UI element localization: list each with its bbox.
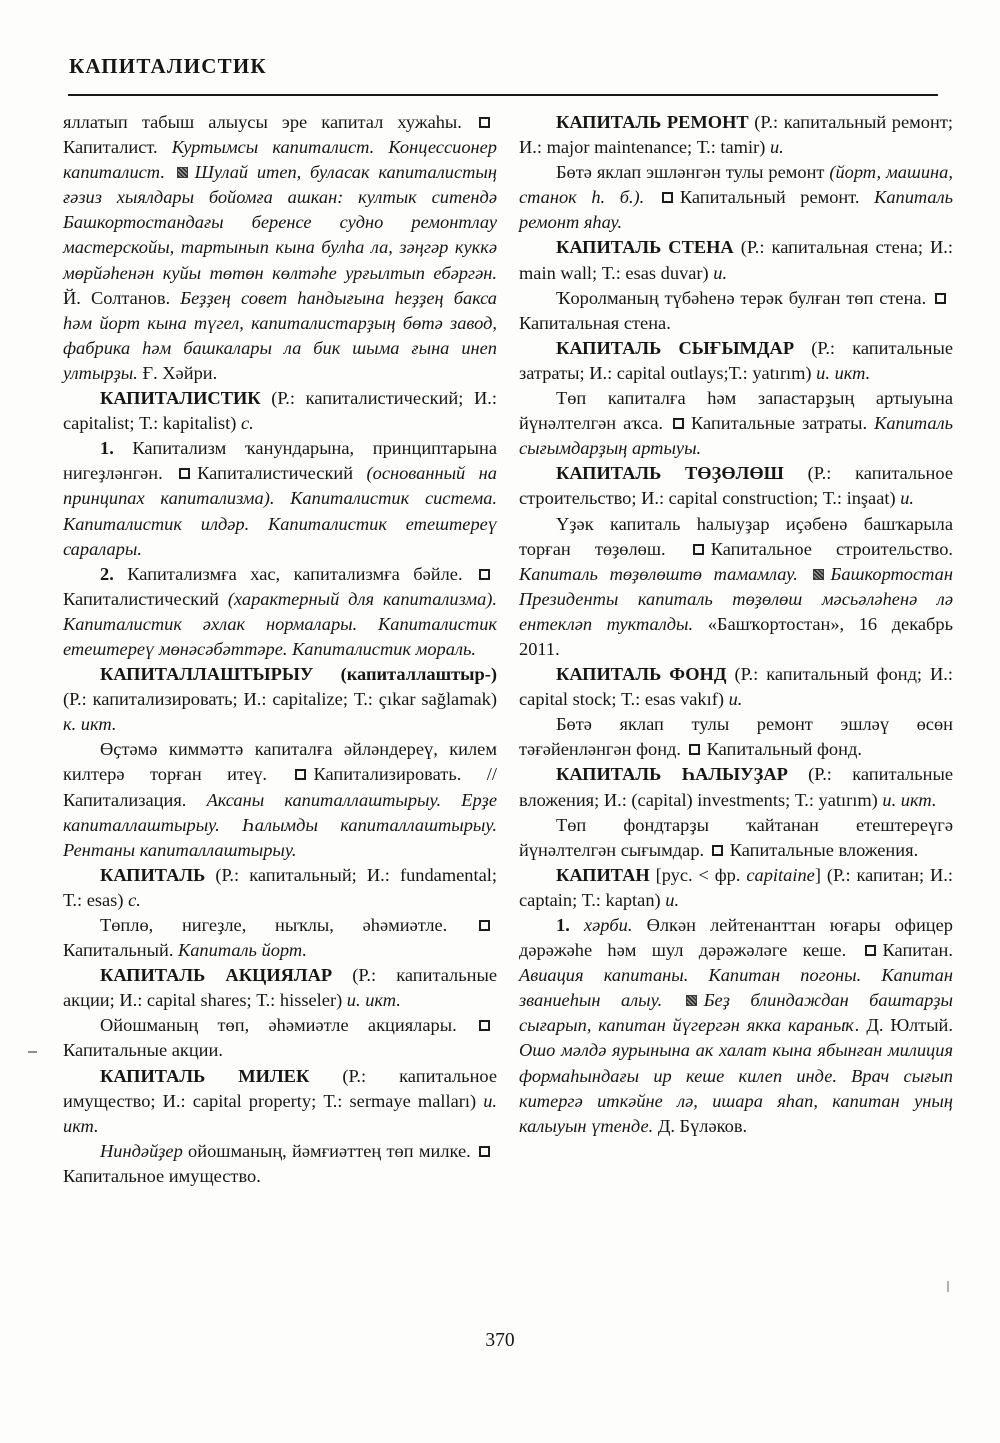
white-square-marker [693,544,704,555]
left-column [63,110,497,1189]
text-segment: Капиталь йорт. [178,940,307,961]
paragraph [519,386,953,461]
paragraph [63,1064,497,1139]
white-square-marker [179,468,190,479]
text-segment: (характерный для капитализма). Капиталистик әхлак нормалары. Капиталистик етештереү мөнәсәбәттәре. Капиталистик мораль. [63,588,497,659]
text-segment: (Р.: капитальный; И.: fundamental; Т.: esas) [63,864,497,910]
text-segment: Капитальный ремонт. [679,187,875,208]
text-segment: Шулай итеп, буласак капиталистың ғәзиз хыялдары бойомға ашкан: култык ситендә Башкортостандағы беренсе судно ремонтлау мастерскойы, тартынып кына булһа ла, зәңгәр куккә мөрйәһенән куйы төтөн көлтәһе урғылтып ебәргән. [63,162,497,283]
text-segment: Төплө, нигеҙле, ныҡлы, әһәмиәтле. [100,915,476,935]
text-segment: Д. Бүләков. [657,1115,748,1136]
text-segment: Ошо мәлдә яурынына ак халат кына ябынған милиция формаһындағы ир кеше килеп инде. Врач сығып китергә иткәйне лә, ишара яһап, капитан уның калыуын үтенде. [519,1040,953,1136]
text-segment: КАПИТАЛЬ РЕМОНТ [556,112,755,132]
paragraph [519,286,953,336]
text-segment: Үҙәк капиталь һалыуҙар иҫәбенә башҡарыла торған төҙөлөш. [519,513,953,559]
scan-artifact-dash [28,1051,37,1053]
text-segment: Беҙ блиндаждан баштарҙы сығарып, капитан йүгергән якка караныҡ. [519,990,954,1036]
text-segment: яллатып табыш алыусы эре капитал хужаһы. [63,112,476,132]
paragraph [63,436,497,561]
right-column [519,110,953,1189]
text-segment: Башкортостан Президенты капиталь төҙөлөш мәсьәләһенә лә ентекләп тукталды. [519,563,953,634]
text-segment: Авиация капитаны. Капитан погоны. Капитан званиеһын алыу. [519,965,953,1011]
text-segment: Капитальный. [63,940,179,961]
text-segment: КАПИТАЛЬ СТЕНА [556,237,741,258]
paragraph [519,863,953,913]
paragraph [519,336,953,386]
text-segment: (Р.: капитальное строительство; И.: capital construction; Т.: inşaat) [519,463,953,509]
text-segment: Капиталь ремонт яһау. [519,187,953,233]
text-segment: Төп фондтарҙы ҡайтанан етештереүгә йүнәлтелгән сығымдар. [519,814,953,860]
white-square-marker [673,418,684,429]
text-segment: 1. [556,915,584,935]
header-rule [68,94,938,96]
paragraph [63,913,497,963]
text-segment: 2. [100,563,128,584]
text-segment: и. [728,689,743,710]
text-segment: Капитализм ҡанундарына, принциптарына нигеҙләнгән. [63,438,497,484]
text-segment: к. икт. [63,714,117,735]
white-square-marker [479,569,490,580]
text-segment: (Р.: капитальные вложения; И.: (capital) investments; Т.: yatırım) [519,764,953,810]
text-segment: Куртымсы капиталист. Концессионер капиталист. [63,137,497,183]
paragraph [519,762,953,812]
text-segment: Капиталистический [63,588,228,609]
text-segment: Өлкән лейтенанттан юғары офицер дәрәжәһе һәм шул дәрәжәләге кеше. [519,915,954,961]
text-segment: (Р.: капитальный фонд; И.: capital stock; Т.: esas vakıf) [519,664,953,710]
text-segment: Капитальное строительство. [710,538,953,559]
text-segment: Й. Солтанов. [63,287,181,308]
paragraph [63,562,497,662]
paragraph [519,913,953,1139]
running-head: КАПИТАЛИСТИК [69,54,267,78]
paragraph [63,386,497,436]
text-segment: Капитализировать. // Капитализация. [63,764,498,810]
paragraph [519,235,953,285]
text-segment: (Р.: капитальные акции; И.: capital shares; Т.: hisseler) [63,965,497,1011]
text-segment: с. [240,413,254,434]
text-segment: КАПИТАЛЬ СЫҒЫМДАР [556,337,812,358]
text-segment: и. [713,262,728,283]
text-segment: КАПИТАЛЬ МИЛЕК [100,1065,343,1086]
paragraph [519,461,953,511]
text-segment: (Р.: капитальная стена; И.: main wall; Т.: esas duvar) [519,237,953,283]
text-segment: Капитальные вложения. [729,839,919,860]
white-square-marker [479,920,490,931]
text-segment: Бөтә яклап эшләнгән тулы ремонт [556,162,830,183]
text-segment: КАПИТАЛЬ ҺАЛЫУҘАР [556,764,809,785]
text-segment: (Р.: капитальный ремонт; И.: major maintenance; Т.: tamir) [519,112,953,158]
hatched-square-marker [813,569,824,580]
text-segment: Капитальный фонд. [706,739,862,760]
text-segment: КАПИТАЛЬ АКЦИЯЛАР [100,965,353,986]
paragraph [63,737,497,862]
text-segment: Капитан. [882,940,953,961]
text-segment: Ғ. Хәйри. [142,362,218,383]
text-segment: Аксаны капиталлаштырыу. Ерҙе капиталлаштырыу. Һалымды капиталлаштырыу. Рентаны капиталлаштырыу. [63,789,497,860]
text-segment: хәрби. [583,915,647,935]
paragraph [63,863,497,913]
text-segment: (Р.: капитальное имущество; И.: capital property; Т.: sermaye malları) [63,1065,497,1111]
hatched-square-marker [686,995,697,1006]
paragraph [63,1139,497,1189]
text-segment: 1. [100,438,133,459]
text-segment: Капиталь сығымдарҙың артыуы. [519,413,953,459]
text-segment: и. икт. [63,1090,497,1136]
paragraph [519,512,953,663]
text-segment: Капитальные акции. [63,1040,223,1061]
text-segment: (йорт, машина, станок һ. б.). [519,162,953,208]
text-segment: Өҫтәмә киммәттә капиталға әйләндереү, килем килтерә торған итеү. [63,739,497,785]
white-square-marker [295,769,306,780]
scan-artifact-tick [947,1281,949,1292]
text-segment: Бөтә яклап тулы ремонт эшләү өсөн тәғәйенләнгән фонд. [519,714,953,760]
paragraph [519,662,953,712]
text-segment: Ҡоролманың түбәһенә терәк булған төп стена. [556,287,932,308]
text-segment: Капиталь төҙөлөштө тамамлау. [519,563,810,584]
page-number: 370 [485,1330,515,1351]
text-segment: Капитальная стена. [519,312,671,333]
text-segment: Төп капиталға һәм запастарҙың артыуына йүнәлтелгән аҡса. [519,388,953,434]
text-segment: capitaine [746,864,815,885]
text-segment: [рус. < фр. [655,864,747,885]
paragraph [519,712,953,762]
paragraph [63,662,497,737]
white-square-marker [479,1146,490,1157]
text-segment: с. [128,889,141,910]
text-segment: Капитальные затраты. [690,413,875,434]
text-segment: Ниндәйҙер [100,1140,189,1161]
text-segment: (Р.: капитализировать; И.: capitalize; Т.: çıkar sağlamak) [63,689,497,710]
white-square-marker [712,845,723,856]
paragraph [519,110,953,160]
text-segment: Ойошманың төп, әһәмиәтле акциялары. [100,1015,476,1036]
text-segment: и. [900,488,915,509]
paragraph [63,1013,497,1063]
white-square-marker [662,192,673,203]
text-segment: и. икт. [882,789,937,810]
text-segment: «Башҡортостан», 16 декабрь 2011. [519,613,953,659]
text-segment: (Р.: капиталистический; И.: capitalist; Т.: kapitalist) [63,388,497,434]
hatched-square-marker [177,167,188,178]
white-square-marker [865,945,876,956]
paragraph [519,160,953,235]
white-square-marker [479,117,490,128]
text-segment: Капиталистический [197,463,367,484]
text-segment: Беҙҙең совет һандығына һеҙҙең бакса һәм йорт кына түгел, капиталистарҙың бөтә завод, фабрика һәм башкалары ла бик шыма ғына инеп ултырҙы. [63,287,497,383]
text-segment: (основанный на принципах капитализма). Капиталистик система. Капиталистик илдәр. Капиталистик етештереү саралары. [63,463,497,559]
white-square-marker [479,1020,490,1031]
text-segment: КАПИТАЛЬ ТӨҘӨЛӨШ [556,463,808,484]
white-square-marker [689,744,700,755]
text-segment: КАПИТАЛЬ [100,864,216,885]
text-segment: КАПИТАЛЛАШТЫРЫУ (капиталлаштыр-) [100,664,497,685]
text-segment: КАПИТАЛИСТИК [100,388,272,409]
text-segment: КАПИТАН [556,864,656,885]
paragraph [63,963,497,1013]
text-columns [63,110,953,1189]
text-segment: (Р.: капитальные затраты; И.: capital outlays;Т.: yatırım) [519,337,953,383]
paragraph [519,813,953,863]
text-segment: и. [665,889,680,910]
text-segment: и. икт. [346,990,401,1011]
text-segment: Д. Юлтый. [866,1015,953,1036]
paragraph [63,110,497,386]
text-segment: Капитализмға хас, капитализмға бәйле. [127,563,477,584]
text-segment: ойошманың, йәмғиәттең төп милке. [188,1140,476,1161]
text-segment: и. [769,137,784,158]
white-square-marker [935,293,946,304]
text-segment: КАПИТАЛЬ ФОНД [556,664,735,685]
text-segment: ] (Р.: капитан; И.: captain; Т.: kaptan) [519,864,953,910]
text-segment: Капитальное имущество. [63,1165,261,1186]
text-segment: Капиталист. [63,137,172,158]
text-segment: и. икт. [816,362,871,383]
